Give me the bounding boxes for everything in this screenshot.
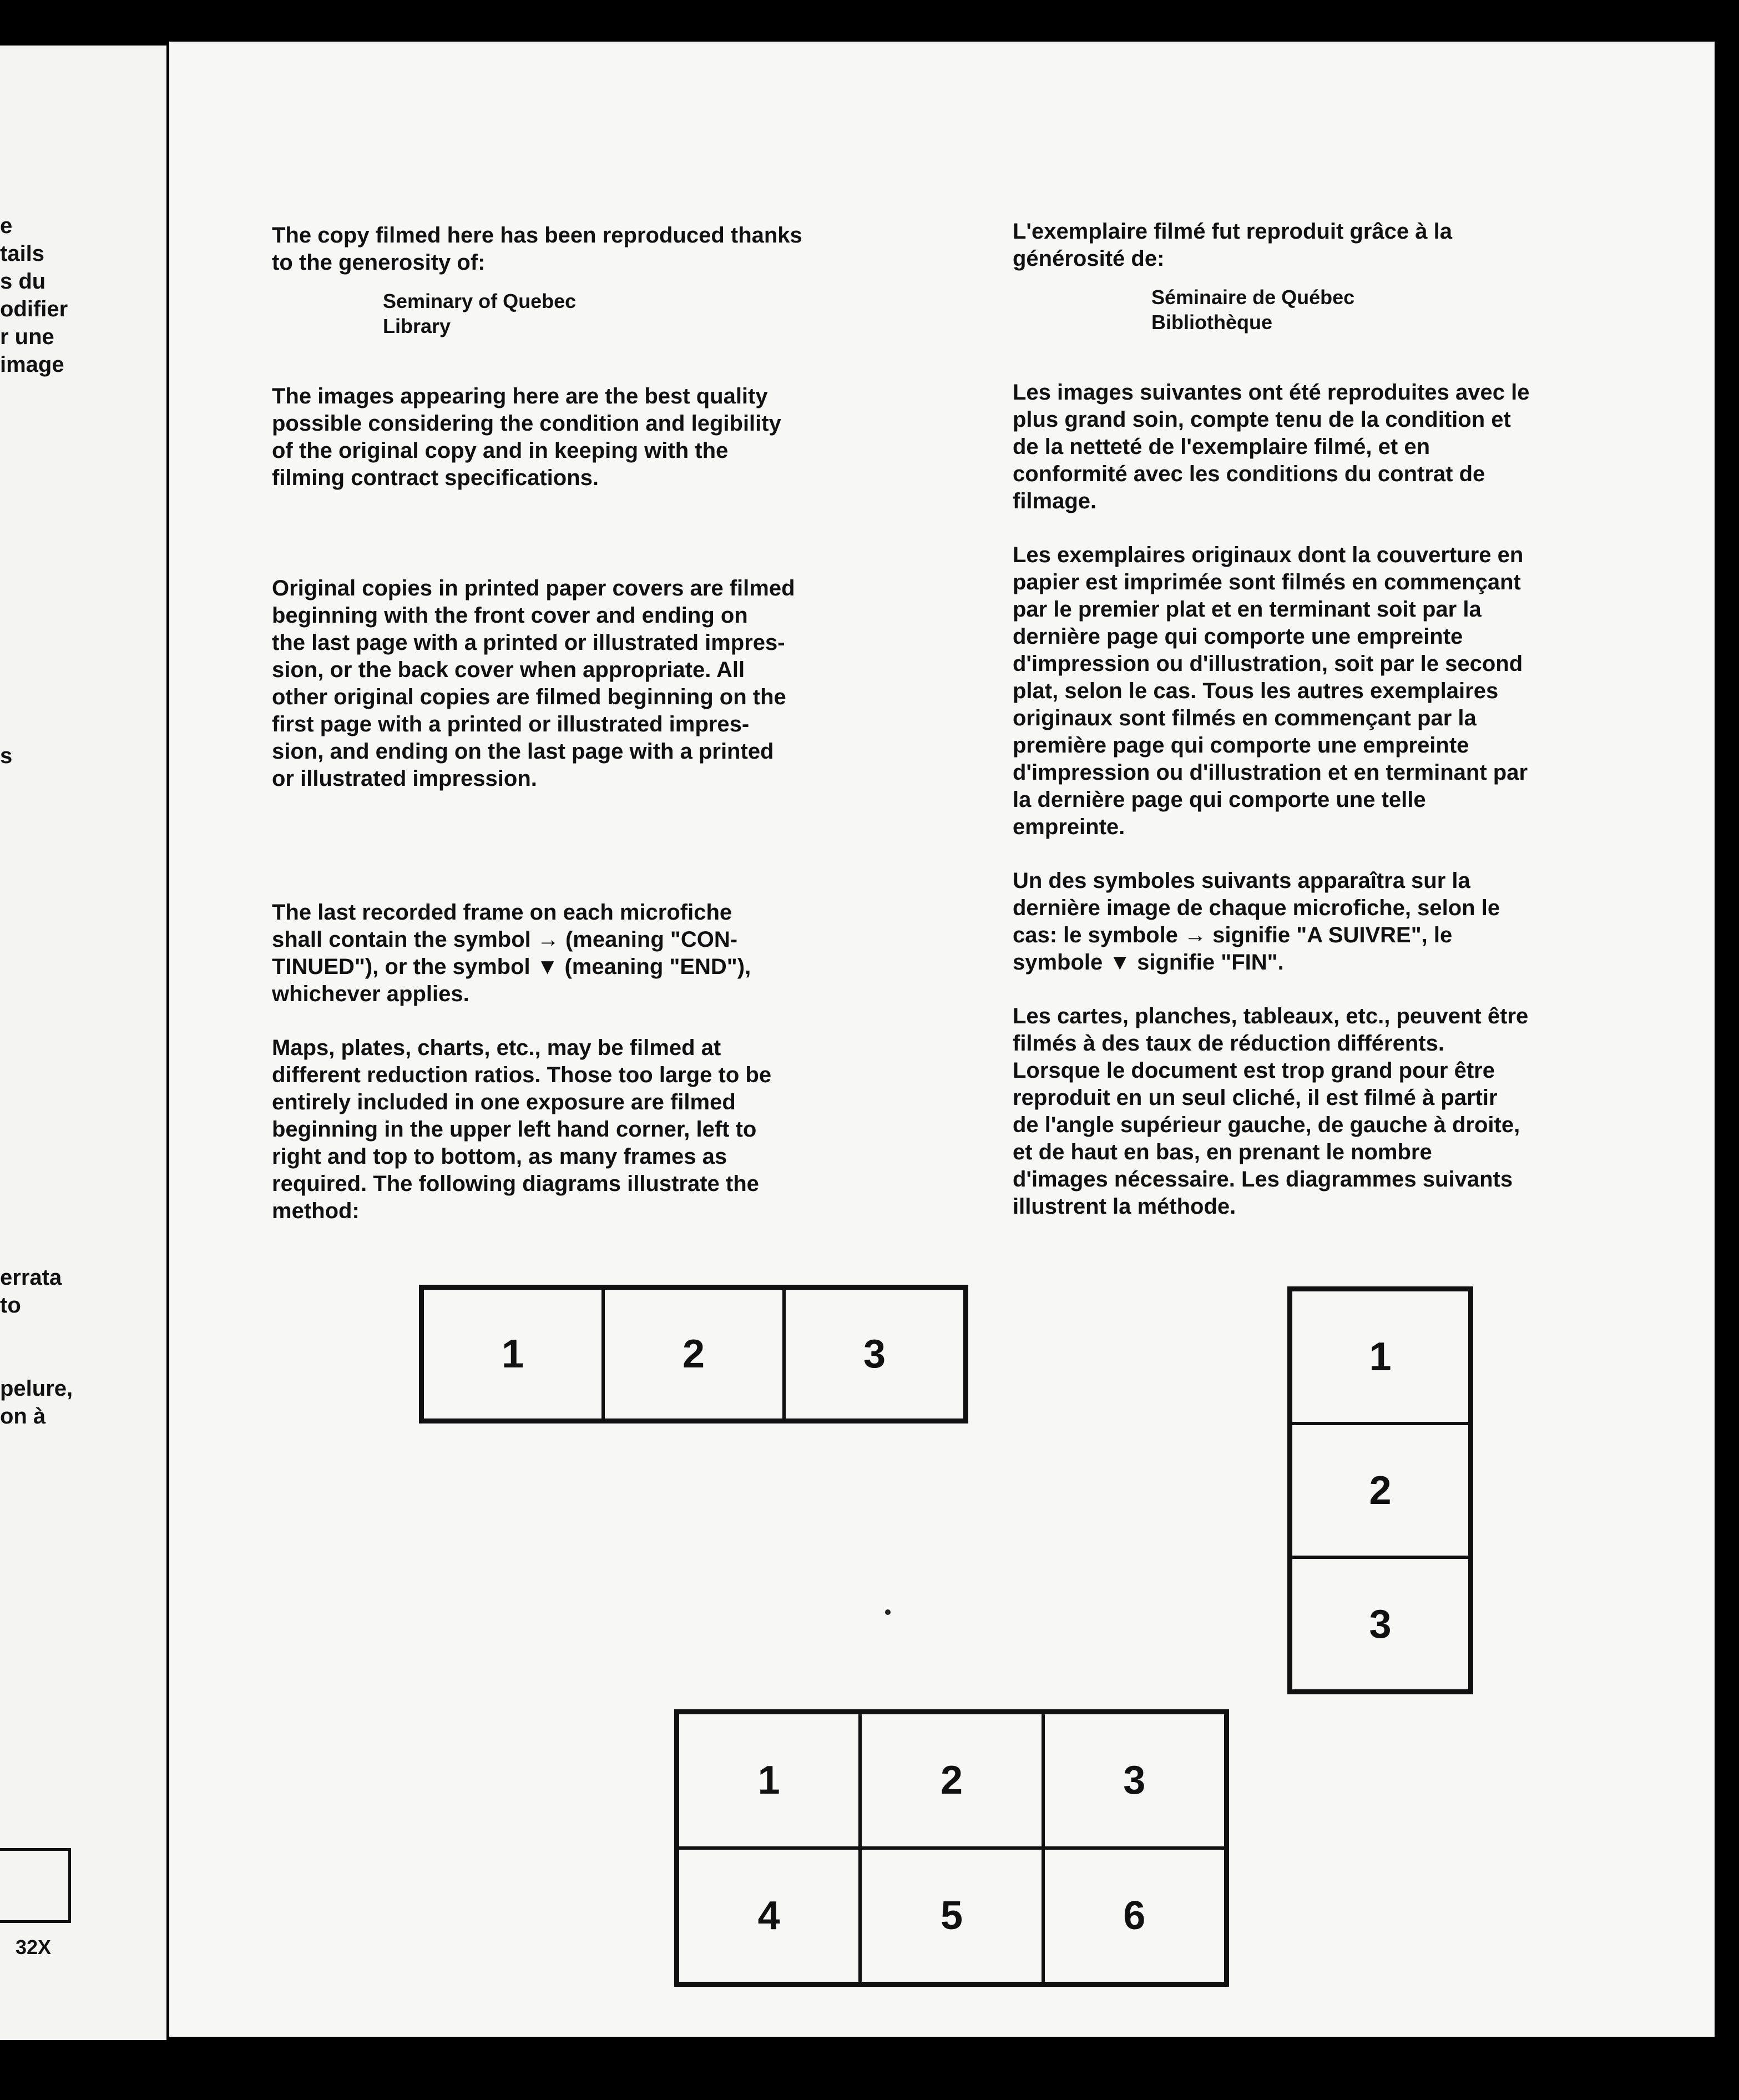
frame-cell: 2 — [860, 1713, 1043, 1848]
left-fragment: r une — [0, 325, 54, 349]
document-page — [169, 42, 1715, 2037]
french-quality-paragraph: Les images suivantes ont été reproduites avec le plus grand soin, compte tenu de la condition et de la netteté de l'exemplaire filmé, et en conformité avec les conditions du contrat de filmage. — [1013, 380, 1530, 513]
frame-cell: 1 — [422, 1288, 603, 1420]
left-fragment: image — [0, 352, 64, 377]
left-fragment: s — [0, 744, 13, 768]
french-maps-paragraph: Les cartes, planches, tableaux, etc., peuvent être filmés à des taux de réduction différents. Lorsque le document est trop grand pour être reproduit en un seul cliché, il est filmé à partir de l'angle supérieur gauche, de gauche à droite, et de haut en bas, en prenant le nombre d'images nécessaire. Les diagrammes suivants illustrent la méthode. — [1013, 1004, 1529, 1219]
frame-cell: 3 — [1043, 1713, 1226, 1848]
french-column — [1013, 218, 1679, 1220]
frame-cell: 3 — [784, 1288, 965, 1420]
speck-mark — [885, 1609, 891, 1615]
french-symbol-paragraph: Un des symboles suivants apparaîtra sur la dernière image de chaque microfiche, selon le cas: le symbole → signifie "A SUIVRE", le symbole ▼ signifie "FIN". — [1013, 869, 1500, 975]
left-fragment: to — [0, 1293, 21, 1317]
french-covers-paragraph: Les exemplaires originaux dont la couverture en papier est imprimée sont filmés en commençant par le premier plat et en terminant soit par la dernière page qui comporte une empreinte d'impression ou d'illustration, soit par le second plat, selon le cas. Tous les autres exemplaires originaux sont filmés en commençant par la première page qui comporte une empreinte d'impression ou d'illustration et en terminant par la dernière page qui comporte une telle empreinte. — [1013, 543, 1528, 839]
left-fragment: pelure, — [0, 1376, 73, 1401]
english-symbol-paragraph: The last recorded frame on each microfiche shall contain the symbol → (meaning "CON- TINUED"), or the symbol ▼ (meaning "END"), whichever applies. — [272, 900, 751, 1006]
frame-cell: 5 — [860, 1848, 1043, 1983]
frame-cell: 6 — [1043, 1848, 1226, 1983]
left-fragment: errata — [0, 1265, 62, 1290]
left-fragment: odifier — [0, 297, 68, 321]
english-covers-paragraph: Original copies in printed paper covers are filmed beginning with the front cover and ending on the last page with a printed or illustrated impres- sion, or the back cover when appropriate. All other original copies are filmed beginning on the first page with a printed or illustrated impres- sion, and ending on the last page with a printed or illustrated impression. — [272, 576, 795, 791]
grid-frames-diagram — [674, 1709, 1229, 1987]
vertical-frames-diagram — [1287, 1286, 1473, 1694]
left-fragment: e — [0, 214, 13, 238]
resolution-target-box — [0, 1848, 71, 1923]
left-fragment: on à — [0, 1404, 46, 1428]
reduction-ratio-label: 32X — [16, 1936, 52, 1958]
french-institution: Séminaire de Québec Bibliothèque — [1151, 286, 1355, 334]
frame-cell: 1 — [1291, 1290, 1470, 1423]
left-fragment: tails — [0, 241, 45, 266]
english-maps-paragraph: Maps, plates, charts, etc., may be filmed at different reduction ratios. Those too large to be entirely included in one exposure are filmed beginning in the upper left hand corner, left to right and top to bottom, as many frames as required. The following diagrams illustrate the method: — [272, 1036, 772, 1223]
frame-cell: 1 — [678, 1713, 860, 1848]
english-thanks: The copy filmed here has been reproduced thanks to the generosity of: — [272, 223, 802, 275]
frame-cell: 4 — [678, 1848, 860, 1983]
english-column — [272, 222, 910, 1225]
adjacent-page-strip — [0, 46, 166, 2040]
frame-cell: 2 — [1291, 1423, 1470, 1557]
frame-cell: 2 — [603, 1288, 784, 1420]
horizontal-frames-diagram — [419, 1285, 968, 1423]
french-thanks: L'exemplaire filmé fut reproduit grâce à la générosité de: — [1013, 219, 1452, 271]
english-institution: Seminary of Quebec Library — [383, 290, 577, 337]
english-quality-paragraph: The images appearing here are the best quality possible considering the condition and legibility of the original copy and in keeping with the filming contract specifications. — [272, 384, 781, 490]
frame-cell: 3 — [1291, 1557, 1470, 1691]
left-fragment: s du — [0, 269, 46, 294]
